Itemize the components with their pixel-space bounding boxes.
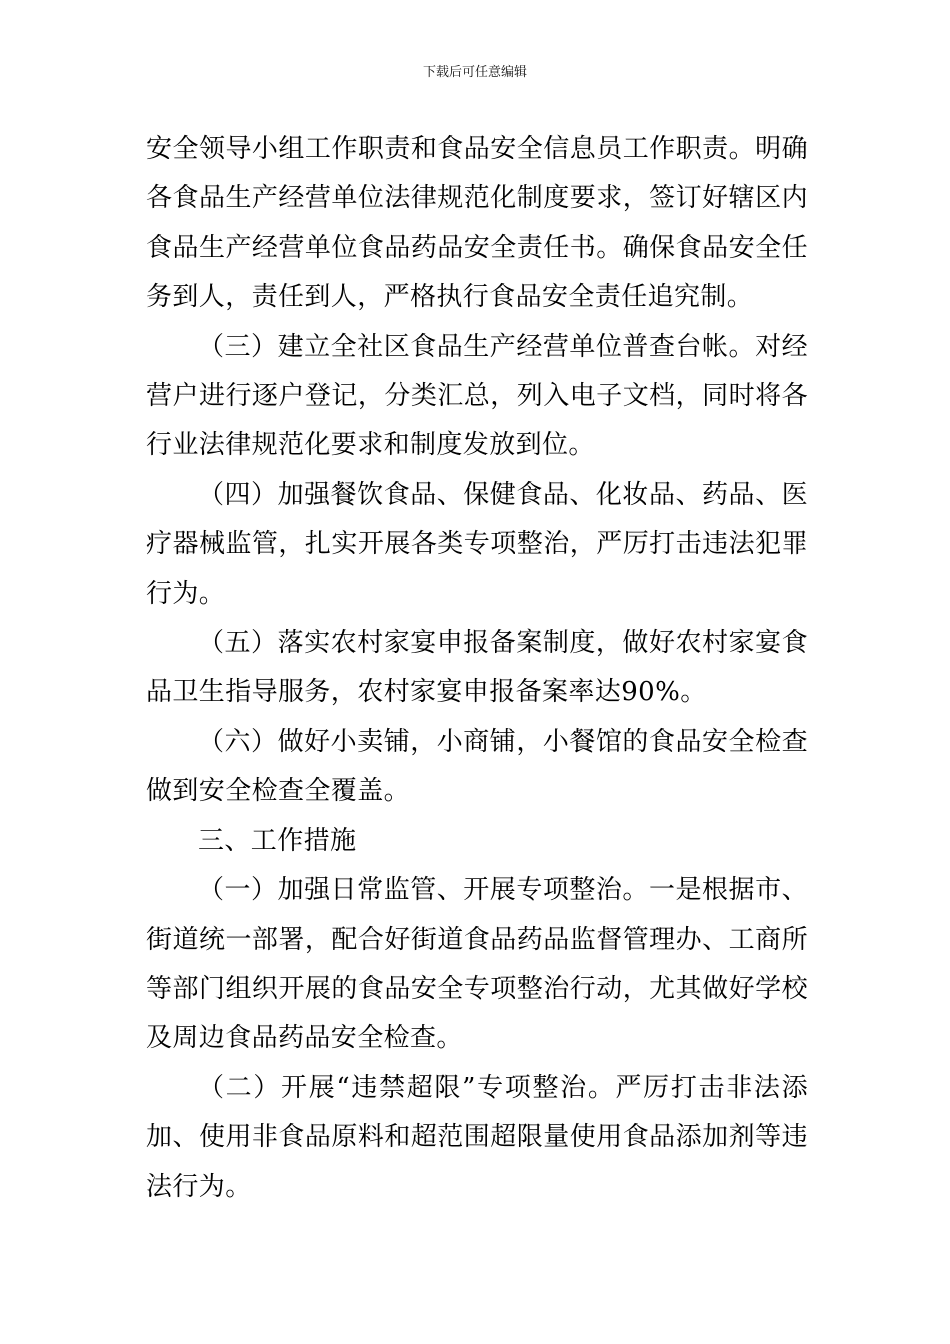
paragraph-4: （五）落实农村家宴申报备案制度，做好农村家宴食品卫生指导服务，农村家宴申报备案率达90%。	[146, 628, 808, 708]
paragraph-6: （一）加强日常监管、开展专项整治。一是根据市、街道统一部署，配合好街道食品药品监督管理办、工商所等部门组织开展的食品安全专项整治行动，尤其做好学校及周边食品药品安全检查。	[146, 875, 808, 1054]
document-body	[146, 125, 808, 1212]
paragraph-3: （四）加强餐饮食品、保健食品、化妆品、药品、医疗器械监管，扎实开展各类专项整治，严厉打击违法犯罪行为。	[146, 479, 808, 609]
section-heading: 三、工作措施	[198, 825, 357, 856]
page-header: 下载后可任意编辑	[422, 65, 527, 80]
paragraph-1: 安全领导小组工作职责和食品安全信息员工作职责。明确各食品生产经营单位法律规范化制度要求，签订好辖区内食品生产经营单位食品药品安全责任书。确保食品安全任务到人，责任到人，严格执行食品安全责任追究制。	[146, 134, 808, 313]
paragraph-5: （六）做好小卖铺，小商铺，小餐馆的食品安全检查做到安全检查全覆盖。	[146, 726, 808, 807]
paragraph-7: （二）开展“违禁超限”专项整治。严厉打击非法添加、使用非食品原料和超范围超限量使用食品添加剂等违法行为。	[146, 1072, 808, 1202]
paragraph-2: （三）建立全社区食品生产经营单位普查台帐。对经营户进行逐户登记，分类汇总，列入电子文档，同时将各行业法律规范化要求和制度发放到位。	[146, 331, 808, 461]
